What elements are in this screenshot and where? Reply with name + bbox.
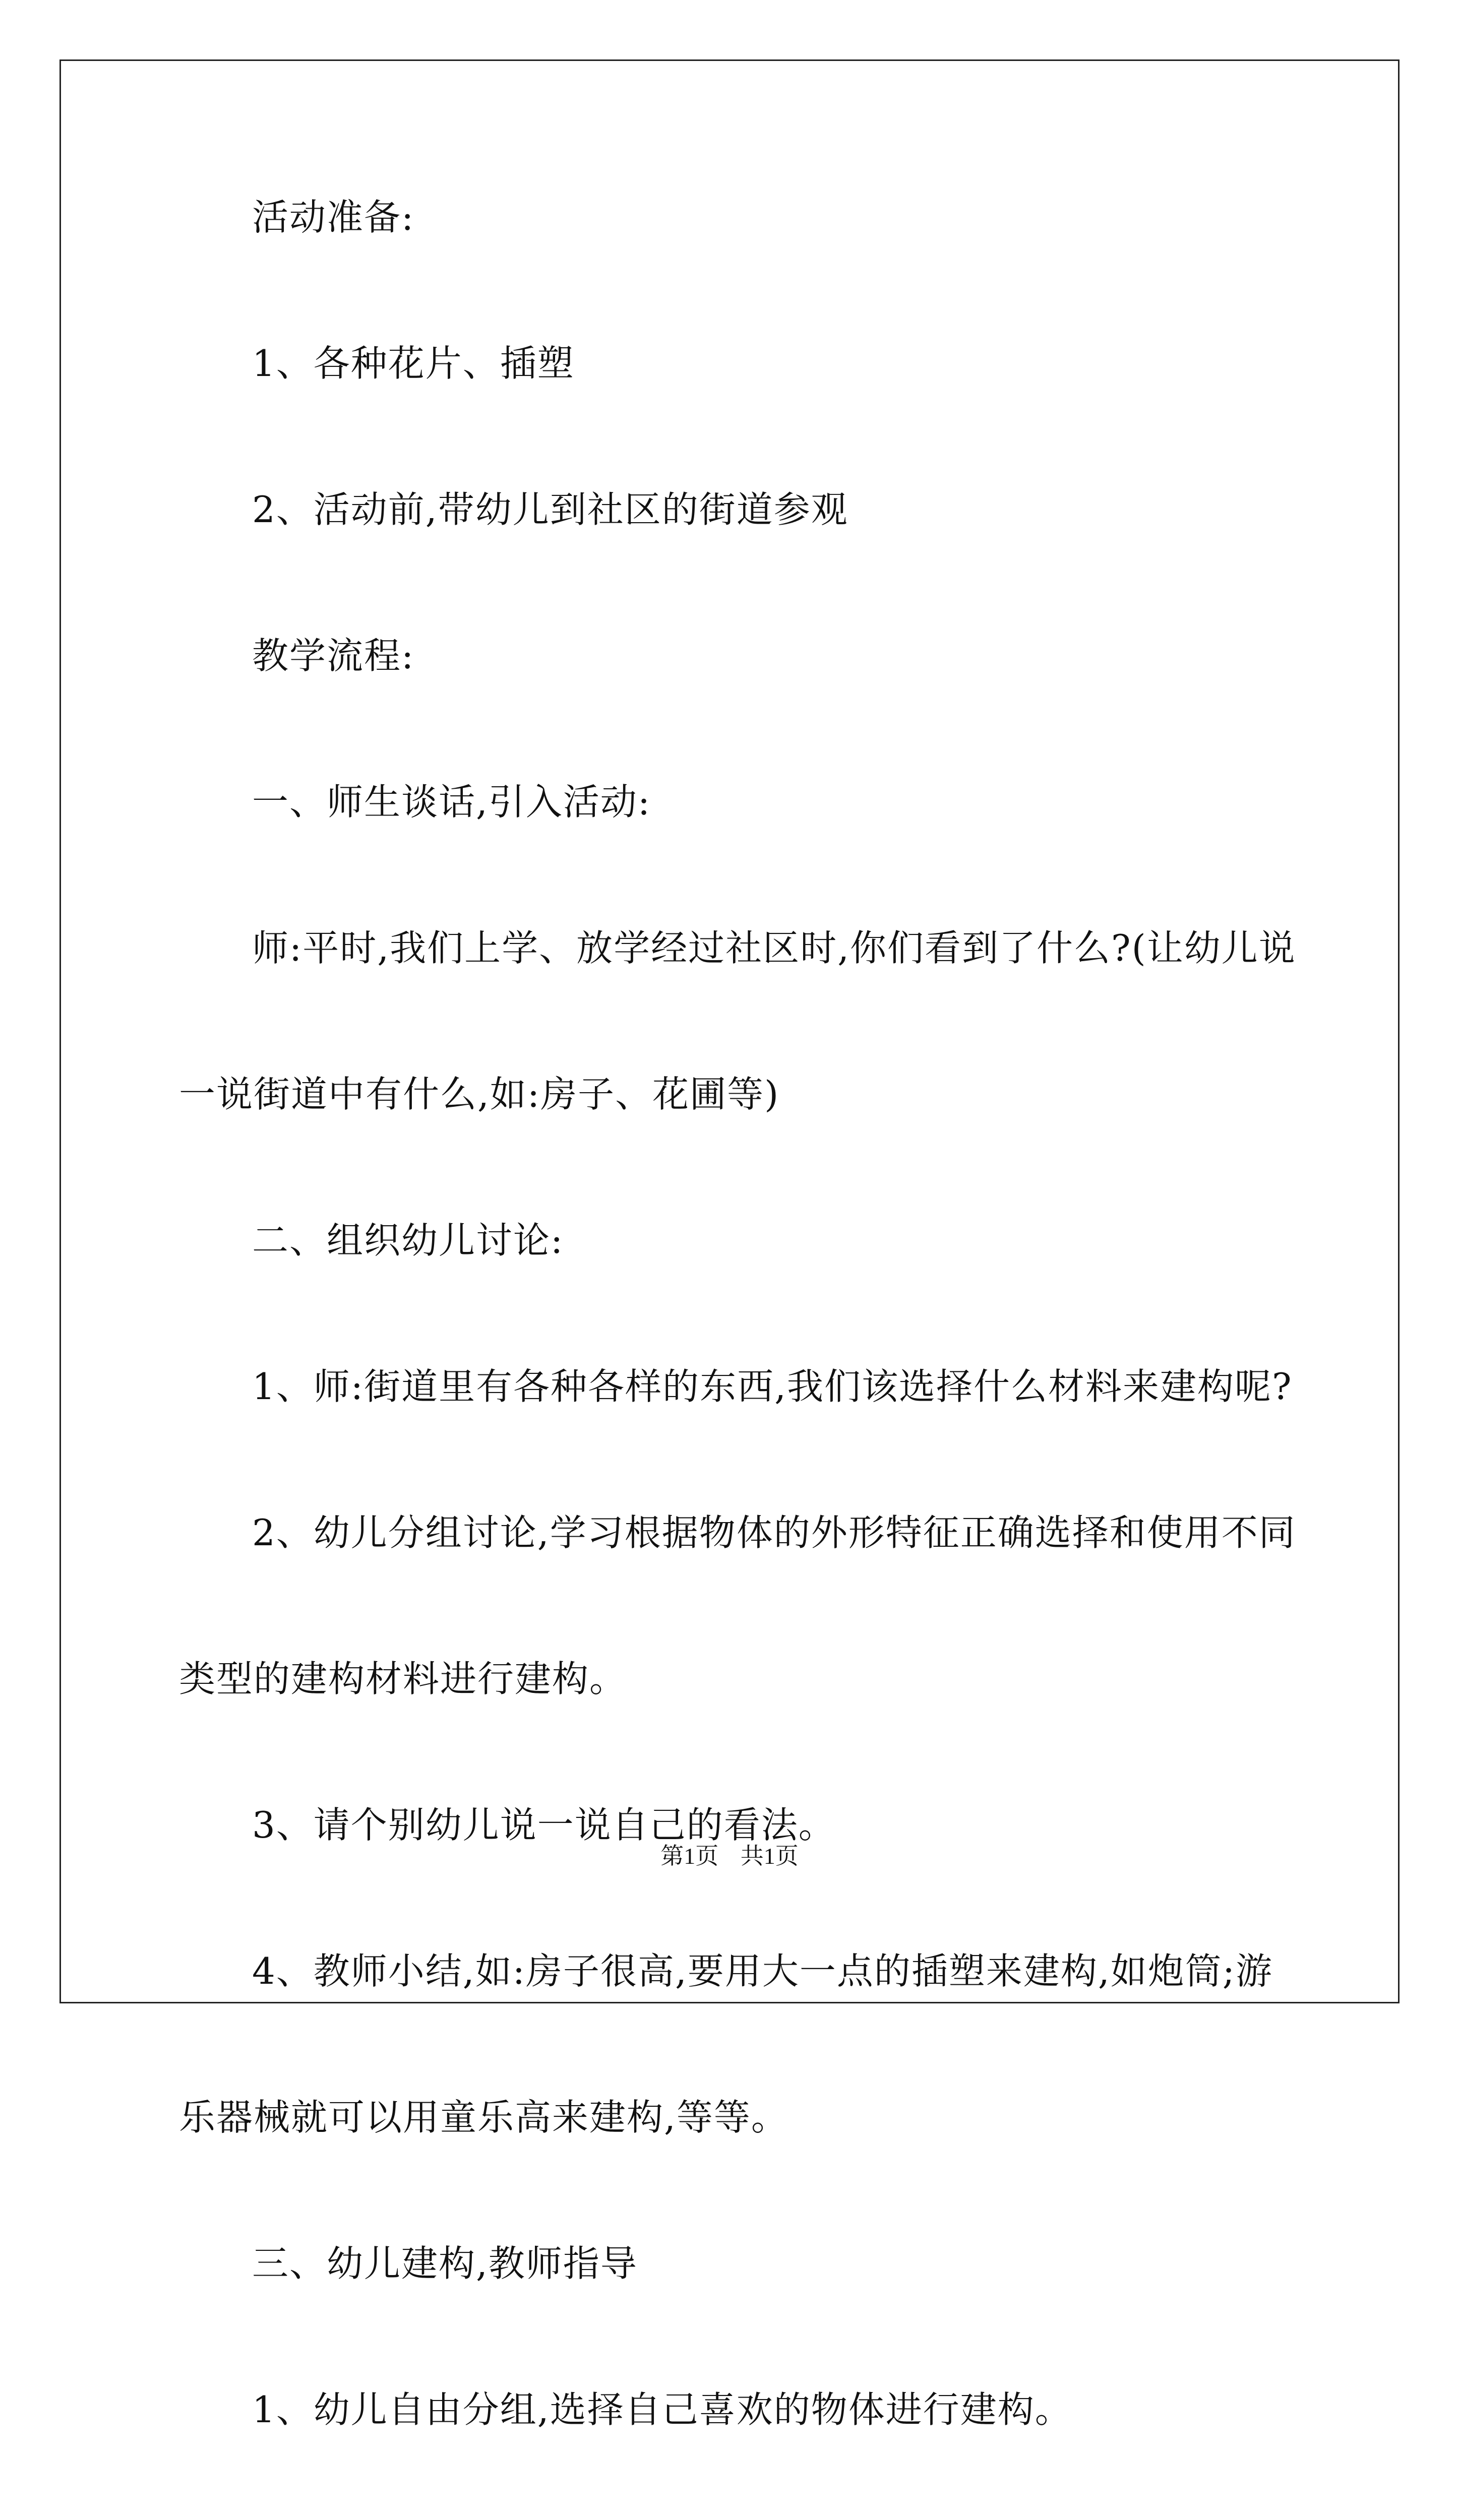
page-footer	[0, 1845, 1459, 1868]
paragraph: 1、师:街道里有各种各样的东西,我们该选择什么材料来建构呢?	[252, 1365, 1293, 1408]
paragraph: 二、组织幼儿讨论:	[252, 1219, 564, 1262]
paragraph-continuation: 类型的建构材料进行建构。	[179, 1658, 627, 1700]
paragraph: 2、幼儿分组讨论,学习根据物体的外形特征正确选择和使用不同	[252, 1511, 1296, 1554]
paragraph: 1、幼儿自由分组,选择自己喜欢的物体进行建构。	[252, 2388, 1072, 2431]
paragraph: 三、幼儿建构,教师指导	[252, 2242, 638, 2285]
paragraph: 1、各种花片、插塑	[252, 342, 575, 385]
page-number: 第1页	[660, 1843, 719, 1869]
page-total: 共1页	[740, 1843, 799, 1869]
document-body	[179, 196, 1296, 2520]
paragraph: 2、活动前,带幼儿到社区的街道参观	[252, 488, 848, 531]
paragraph: 4、教师小结,如:房子很高,要用大一点的插塑来建构,如炮筒;游	[252, 1950, 1273, 1992]
paragraph: 一、师生谈话,引入活动:	[252, 781, 651, 823]
paragraph: 教学流程:	[252, 635, 415, 677]
paragraph: 3、请个别幼儿说一说自己的看法。	[252, 1804, 836, 1846]
paragraph-continuation: 乐器械就可以用童乐高来建构,等等。	[179, 2096, 788, 2138]
paragraph-continuation: 一说街道中有什么,如:房子、花圃等)	[179, 1073, 780, 1115]
paragraph: 活动准备:	[252, 196, 415, 238]
paragraph: 师:平时,我们上学、放学经过社区时,你们看到了什么?(让幼儿说	[252, 927, 1296, 969]
